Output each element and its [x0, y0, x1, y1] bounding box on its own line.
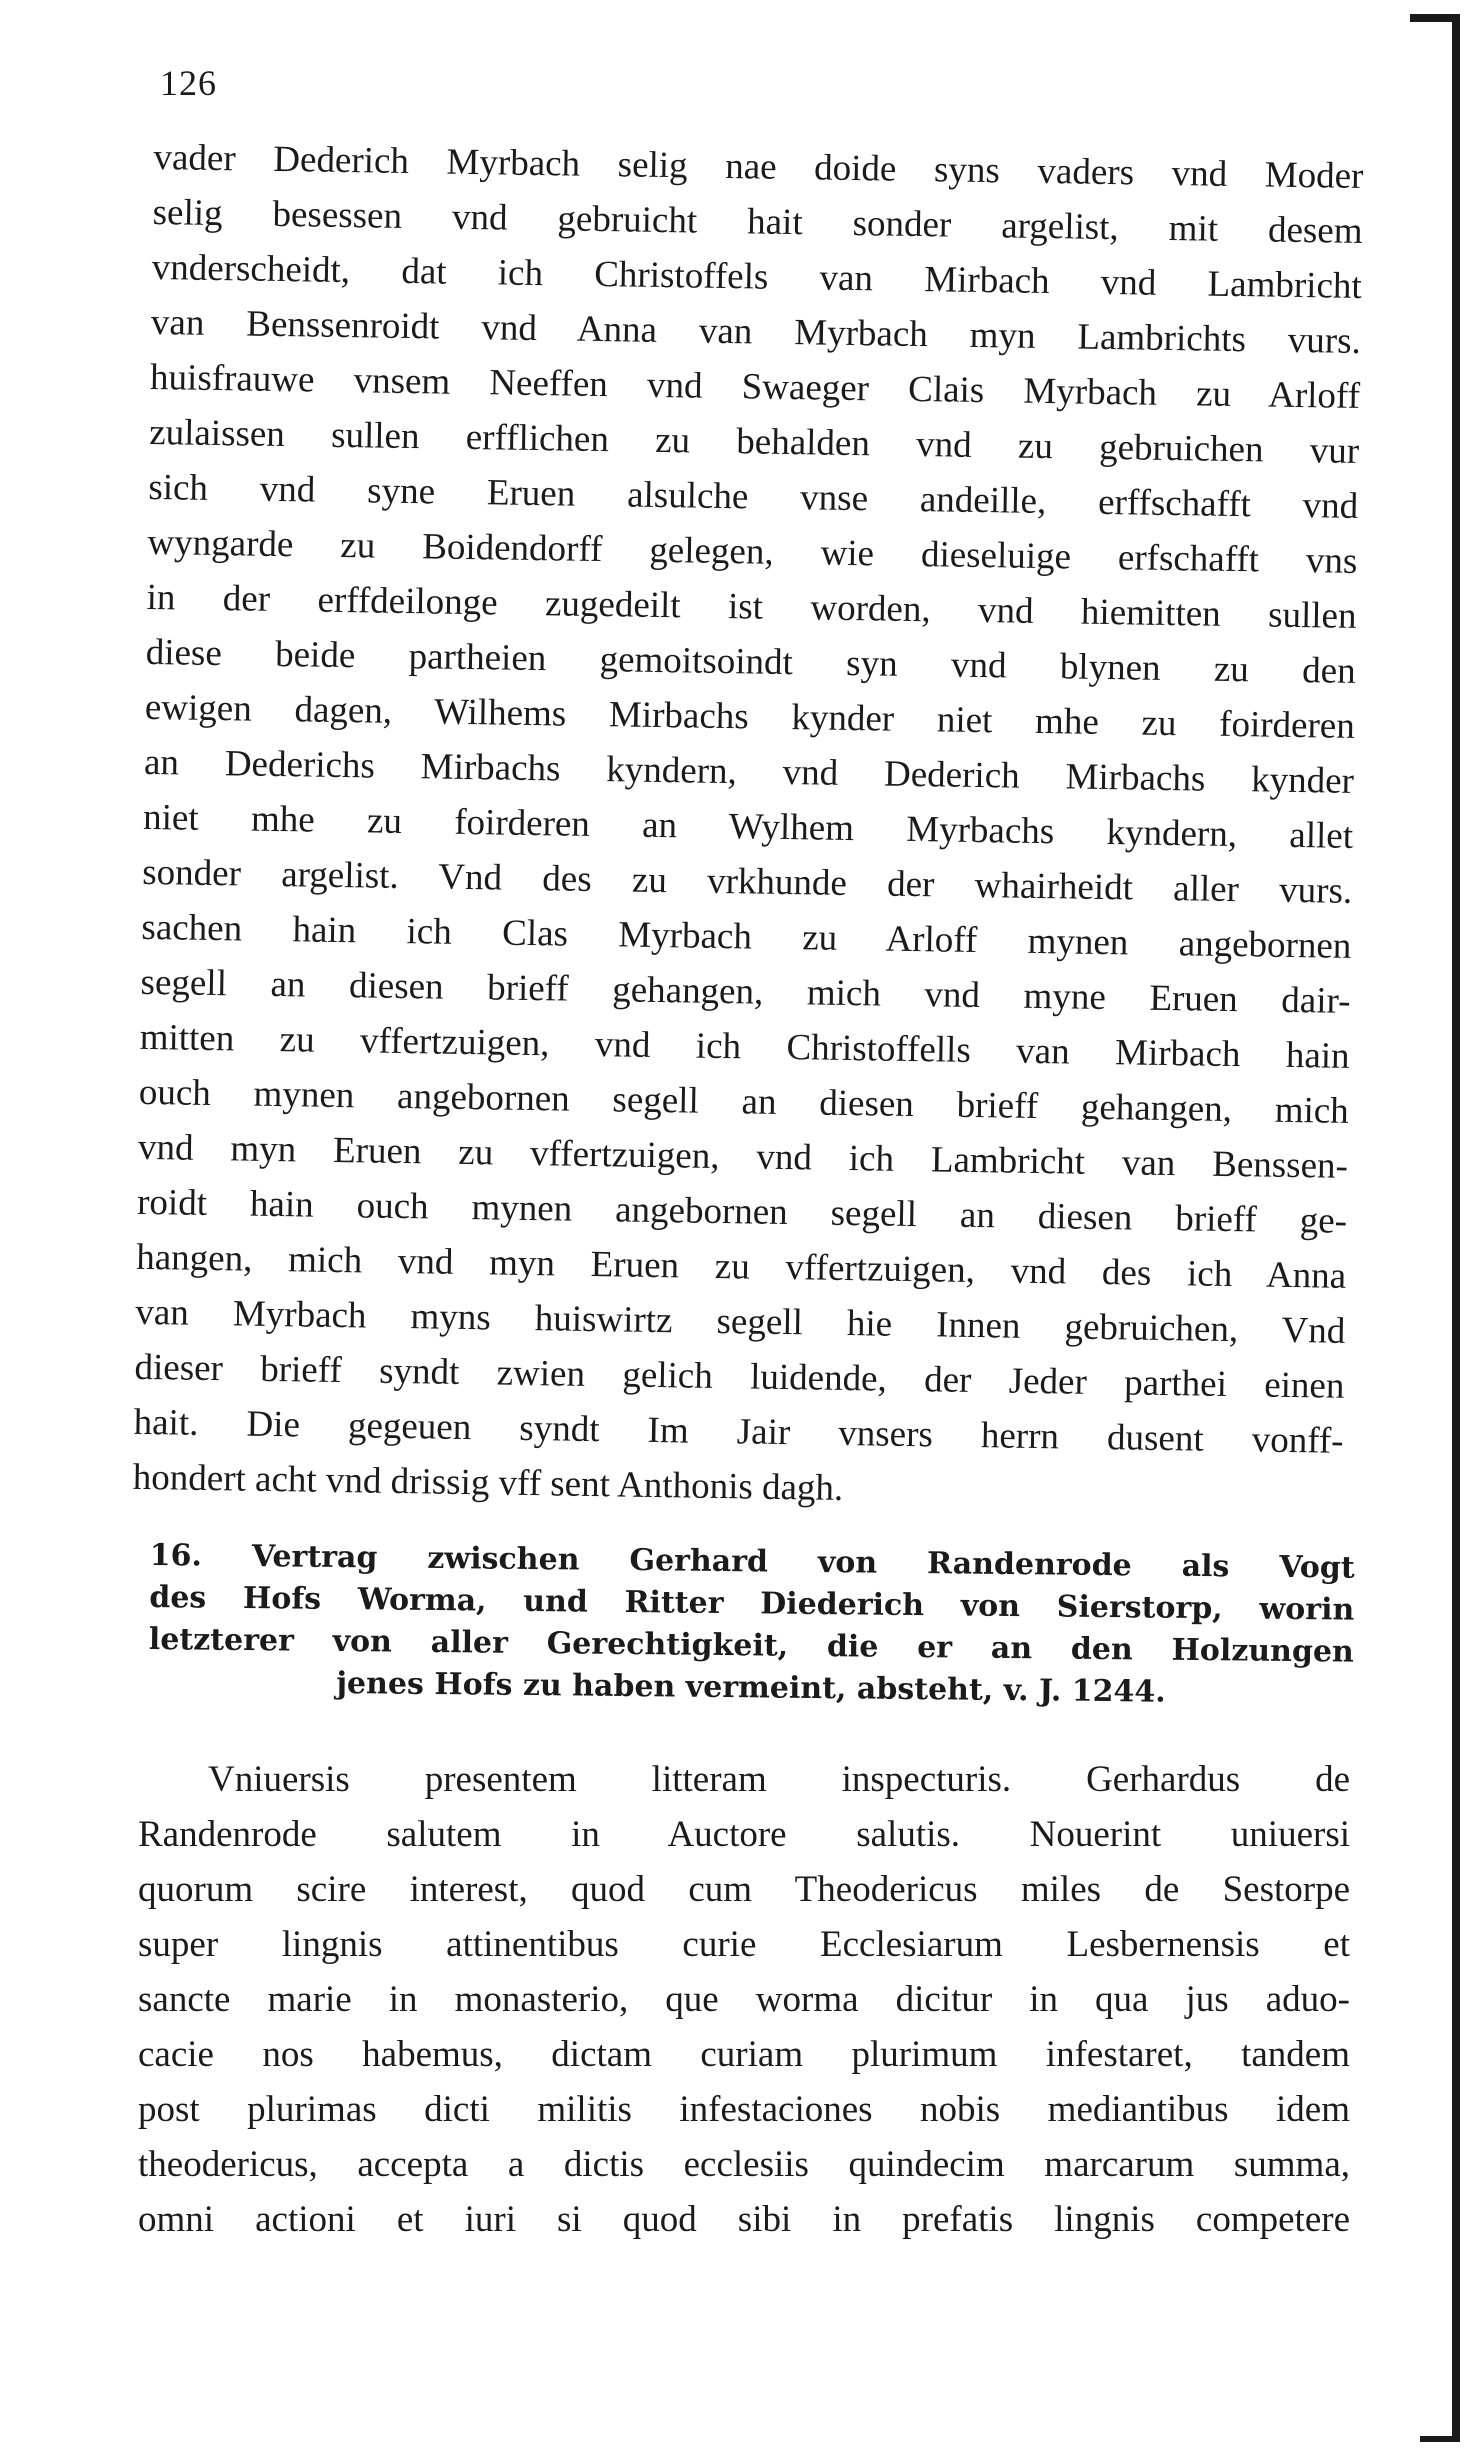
text-line: van Benssenroidt vnd Anna van Myrbach myn Lambrichts vurs. — [150, 301, 1362, 362]
text-line: quorum scire interest, quod cum Theodericus miles de Sestorpe — [138, 1869, 1350, 1910]
text-line: roidt hain ouch mynen angebornen segell an diesen brieff ge- — [136, 1181, 1348, 1242]
text-line: Vniuersis presentem litteram inspecturis. Gerhardus de — [208, 1759, 1350, 1800]
text-line: super lingnis attinentibus curie Ecclesiarum Lesbernensis et — [138, 1924, 1350, 1965]
text-line: an Dederichs Mirbachs kyndern, vnd Dederich Mirbachs kynder — [143, 741, 1355, 802]
text-line: hondert acht vnd drissig vff sent Anthonis dagh. — [132, 1456, 844, 1509]
heading-line: 16. Vertrag zwischen Gerhard von Randenrode als Vogt — [149, 1537, 1355, 1586]
heading-line: letzterer von aller Gerechtigkeit, die er an den Holzungen — [148, 1621, 1355, 1670]
text-line: in der erffdeilonge zugedeilt ist worden, vnd hiemitten sullen — [146, 576, 1357, 637]
text-line: niet mhe zu foirderen an Wylhem Myrbachs kyndern, allet — [142, 796, 1354, 857]
page-edge-rule — [1452, 20, 1460, 2440]
text-line: vader Dederich Myrbach selig nae doide syns vaders vnd Moder — [153, 136, 1364, 197]
text-line: sonder argelist. Vnd des zu vrkhunde der whairheidt aller vurs. — [142, 851, 1353, 912]
text-line: omni actioni et iuri si quod sibi in prefatis lingnis competere — [138, 2199, 1350, 2240]
text-line: zulaissen sullen erfflichen zu behalden vnd zu gebruichen vur — [148, 411, 1360, 472]
text-line: vnderscheidt, dat ich Christoffels van Mirbach vnd Lambricht — [151, 246, 1363, 307]
text-line: theodericus, accepta a dictis ecclesiis quindecim marcarum summa, — [138, 2144, 1350, 2185]
text-line: wyngarde zu Boidendorff gelegen, wie dieseluige erfschafft vns — [147, 521, 1358, 582]
text-line: post plurimas dicti militis infestaciones nobis mediantibus idem — [138, 2089, 1350, 2130]
heading-line: des Hofs Worma, und Ritter Diederich von Sierstorp, worin — [149, 1579, 1355, 1628]
text-line: huisfrauwe vnsem Neeffen vnd Swaeger Clais Myrbach zu Arloff — [149, 356, 1361, 417]
text-line: segell an diesen brieff gehangen, mich vnd myne Eruen dair- — [140, 961, 1351, 1022]
section-heading — [148, 1535, 1355, 1716]
text-line: hait. Die gegeuen syndt Im Jair vnsers herrn dusent vonff- — [133, 1401, 1344, 1462]
page-number: 126 — [160, 63, 217, 103]
text-line: ouch mynen angebornen segell an diesen brieff gehangen, mich — [138, 1071, 1350, 1132]
heading-line: jenes Hofs zu haben vermeint, absteht, v. J. 1244. — [335, 1665, 1166, 1710]
text-line: diese beide partheien gemoitsoindt syn vnd blynen zu den — [145, 631, 1356, 692]
text-line: sachen hain ich Clas Myrbach zu Arloff mynen angebornen — [141, 906, 1352, 967]
document-text-charter — [138, 1752, 1350, 2247]
text-line: hangen, mich vnd myn Eruen zu vffertzuigen, vnd des ich Anna — [135, 1236, 1347, 1297]
document-text-continuation — [132, 130, 1363, 1524]
text-line: dieser brieff syndt zwien gelich luidende, der Jeder parthei einen — [134, 1346, 1345, 1407]
text-line: sancte marie in monasterio, que worma dicitur in qua jus aduo- — [138, 1979, 1350, 2020]
page-edge-rule-bottom — [1420, 2436, 1460, 2442]
text-line: sich vnd syne Eruen alsulche vnse andeille, erffschafft vnd — [148, 466, 1359, 527]
text-line: selig besessen vnd gebruicht hait sonder argelist, mit desem — [152, 191, 1363, 252]
text-line: Randenrode salutem in Auctore salutis. Nouerint uniuersi — [138, 1814, 1350, 1855]
text-line: van Myrbach myns huiswirtz segell hie Innen gebruichen, Vnd — [135, 1291, 1346, 1352]
text-line: vnd myn Eruen zu vffertzuigen, vnd ich Lambricht van Benssen- — [137, 1126, 1349, 1187]
text-line: ewigen dagen, Wilhems Mirbachs kynder niet mhe zu foirderen — [144, 686, 1356, 747]
text-line: cacie nos habemus, dictam curiam plurimum infestaret, tandem — [138, 2034, 1350, 2075]
text-line: mitten zu vffertzuigen, vnd ich Christoffells van Mirbach hain — [139, 1016, 1350, 1077]
